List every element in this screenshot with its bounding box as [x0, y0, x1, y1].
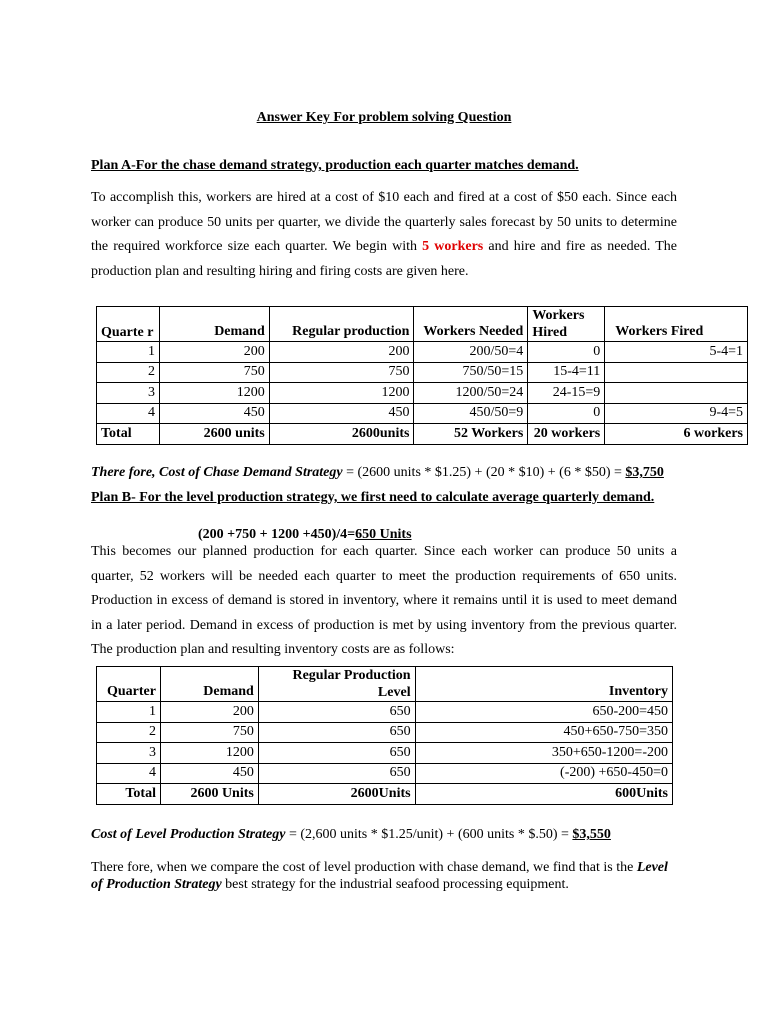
cell-workers-needed: 450/50=9 [414, 403, 528, 424]
level-cost-formula: = (2,600 units * $1.25/unit) + (600 units * $.50) = [285, 827, 573, 842]
cell-demand: 450 [160, 763, 258, 784]
cell-production: 650 [258, 763, 415, 784]
cell-workers-hired: 0 [528, 403, 605, 424]
average-value: 650 Units [355, 527, 412, 542]
cell-inventory: (-200) +650-450=0 [415, 763, 672, 784]
cell-workers-fired: 5-4=1 [605, 342, 748, 363]
cell-workers-needed: 200/50=4 [414, 342, 528, 363]
cell-workers-hired: 15-4=11 [528, 362, 605, 383]
table-row [97, 722, 673, 743]
total-inventory: 600Units [415, 784, 672, 805]
cell-production: 200 [269, 342, 414, 363]
header-inventory: Inventory [415, 667, 672, 702]
plan-a-paragraph [91, 186, 677, 284]
cell-inventory: 450+650-750=350 [415, 722, 672, 743]
table-row [97, 743, 673, 764]
table-row [97, 763, 673, 784]
total-label: Total [97, 424, 160, 445]
total-demand: 2600 Units [160, 784, 258, 805]
chase-cost-value: $3,750 [625, 465, 664, 480]
cell-production: 650 [258, 722, 415, 743]
cell-workers-needed: 1200/50=24 [414, 383, 528, 404]
cell-quarter: 4 [97, 403, 160, 424]
chase-demand-table [96, 306, 748, 445]
header-demand: Demand [160, 667, 258, 702]
cell-workers-fired: 9-4=5 [605, 403, 748, 424]
conclusion-text-2: best strategy for the industrial seafood processing equipment. [221, 877, 569, 892]
average-formula: (200 +750 + 1200 +450)/4= [198, 527, 356, 542]
header-demand: Demand [159, 307, 269, 342]
cell-demand: 750 [159, 362, 269, 383]
cell-demand: 450 [159, 403, 269, 424]
cell-quarter: 2 [97, 722, 161, 743]
level-production-table [96, 666, 673, 805]
header-regular-production-level: Regular Production Level [258, 667, 415, 702]
table-row [97, 403, 748, 424]
conclusion-paragraph [91, 859, 681, 893]
cell-quarter: 1 [97, 702, 161, 723]
total-workers-hired: 20 workers [528, 424, 605, 445]
conclusion-emphasis: Level of Production Strategy [91, 860, 668, 892]
document-title: Answer Key For problem solving Question [256, 110, 512, 125]
total-production: 2600units [269, 424, 414, 445]
table-header-row [97, 307, 748, 342]
cell-workers-hired: 24-15=9 [528, 383, 605, 404]
header-regular-production: Regular production [269, 307, 414, 342]
cell-production: 650 [258, 743, 415, 764]
chase-cost-label: There fore, Cost of Chase Demand Strategy [91, 465, 343, 480]
plan-b-paragraph: This becomes our planned production for each quarter. Since each worker can produce 50 units a quarter, 52 workers will be needed each quarter to meet the production requirements of 650 units. Production in excess of demand is stored in inventory, where it remains until it is used to meet demand in a later period. Demand in excess of production is met by using inventory from the previous quarter. The production plan and resulting inventory costs are as follows: [91, 544, 677, 657]
chase-cost-line [91, 465, 664, 481]
total-workers-needed: 52 Workers [414, 424, 528, 445]
total-workers-fired: 6 workers [605, 424, 748, 445]
total-demand: 2600 units [159, 424, 269, 445]
table-row [97, 362, 748, 383]
level-cost-value: $3,550 [572, 827, 611, 842]
cell-production: 650 [258, 702, 415, 723]
header-workers-fired: Workers Fired [605, 307, 748, 342]
cell-production: 750 [269, 362, 414, 383]
level-cost-label: Cost of Level Production Strategy [91, 827, 286, 842]
level-cost-line [91, 827, 611, 843]
plan-a-highlight: 5 workers [422, 239, 484, 254]
table-header-row [97, 667, 673, 702]
table-row [97, 342, 748, 363]
total-production: 2600Units [258, 784, 415, 805]
conclusion-text-1: There fore, when we compare the cost of level production with chase demand, we find that is the [91, 860, 637, 875]
cell-demand: 1200 [159, 383, 269, 404]
table-row [97, 702, 673, 723]
cell-workers-fired [605, 362, 748, 383]
plan-a-text-2: and hire and fire as needed. The production plan and resulting hiring and firing costs are given here. [91, 239, 677, 279]
table-total-row [97, 784, 673, 805]
cell-quarter: 3 [97, 383, 160, 404]
header-quarter: Quarte r [97, 307, 160, 342]
cell-workers-fired [605, 383, 748, 404]
cell-workers-needed: 750/50=15 [414, 362, 528, 383]
chase-cost-formula: = (2600 units * $1.25) + (20 * $10) + (6 * $50) = [342, 465, 626, 480]
cell-production: 450 [269, 403, 414, 424]
header-workers-hired: Workers Hired [528, 307, 605, 342]
cell-production: 1200 [269, 383, 414, 404]
cell-quarter: 4 [97, 763, 161, 784]
cell-workers-hired: 0 [528, 342, 605, 363]
cell-demand: 200 [159, 342, 269, 363]
cell-inventory: 650-200=450 [415, 702, 672, 723]
plan-a-heading: Plan A-For the chase demand strategy, production each quarter matches demand. [91, 158, 579, 173]
cell-demand: 1200 [160, 743, 258, 764]
cell-quarter: 1 [97, 342, 160, 363]
cell-demand: 750 [160, 722, 258, 743]
cell-inventory: 350+650-1200=-200 [415, 743, 672, 764]
table-total-row [97, 424, 748, 445]
plan-b-heading: Plan B- For the level production strategy, we first need to calculate average quarterly demand. [91, 490, 655, 505]
total-label: Total [97, 784, 161, 805]
plan-a-text-1: To accomplish this, workers are hired at a cost of $10 each and fired at a cost of $50 each. Since each worker can produce 50 units per quarter, we divide the quarterly sales forecast by 50 units to determine the required workforce size each quarter. We begin with [91, 190, 677, 254]
table-row [97, 383, 748, 404]
cell-quarter: 2 [97, 362, 160, 383]
cell-quarter: 3 [97, 743, 161, 764]
cell-demand: 200 [160, 702, 258, 723]
header-workers-needed: Workers Needed [414, 307, 528, 342]
header-quarter: Quarter [97, 667, 161, 702]
